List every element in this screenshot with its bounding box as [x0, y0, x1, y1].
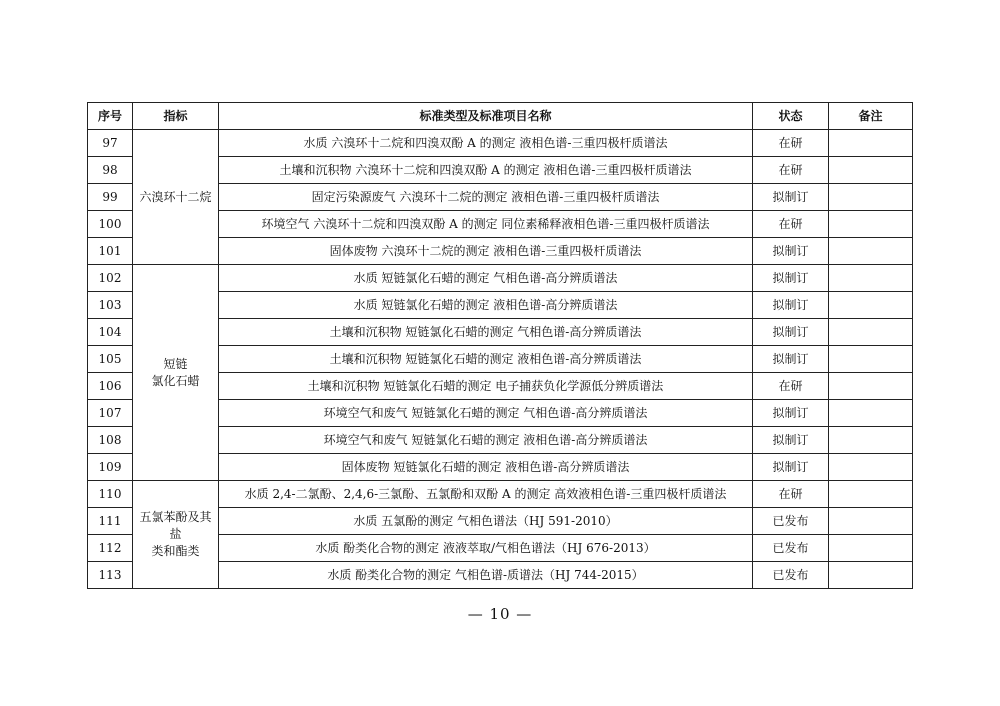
row-remark: [829, 157, 913, 184]
row-seq: 107: [88, 400, 133, 427]
header-seq: 序号: [88, 103, 133, 130]
row-status: 拟制订: [753, 454, 829, 481]
indicator-cell: [133, 481, 219, 589]
table-body: [88, 130, 913, 589]
row-seq: 97: [88, 130, 133, 157]
page-number: — 10 —: [467, 605, 533, 623]
row-seq: 100: [88, 211, 133, 238]
indicator-line: 短链: [163, 356, 188, 371]
row-remark: [829, 400, 913, 427]
row-standard-name: 水质 酚类化合物的测定 气相色谱-质谱法（HJ 744-2015）: [219, 562, 753, 589]
indicator-cell: 六溴环十二烷: [133, 130, 219, 265]
row-status: 拟制订: [753, 319, 829, 346]
row-status: 拟制订: [753, 427, 829, 454]
indicator-line: 类和酯类: [151, 544, 200, 558]
row-standard-name: 水质 六溴环十二烷和四溴双酚 A 的测定 液相色谱-三重四极杆质谱法: [219, 130, 753, 157]
row-status: 已发布: [753, 562, 829, 589]
row-seq: 102: [88, 265, 133, 292]
row-standard-name: 固定污染源废气 六溴环十二烷的测定 液相色谱-三重四极杆质谱法: [219, 184, 753, 211]
row-seq: 112: [88, 535, 133, 562]
row-standard-name: 水质 酚类化合物的测定 液液萃取/气相色谱法（HJ 676-2013）: [219, 535, 753, 562]
row-status: 在研: [753, 373, 829, 400]
row-seq: 105: [88, 346, 133, 373]
row-status: 在研: [753, 211, 829, 238]
row-remark: [829, 292, 913, 319]
header-indicator: 指标: [133, 103, 219, 130]
row-remark: [829, 319, 913, 346]
indicator-cell: [133, 265, 219, 481]
row-status: 拟制订: [753, 265, 829, 292]
header-remark: 备注: [829, 103, 913, 130]
row-status: 在研: [753, 481, 829, 508]
row-status: 拟制订: [753, 346, 829, 373]
row-standard-name: 水质 短链氯化石蜡的测定 液相色谱-高分辨质谱法: [219, 292, 753, 319]
row-remark: [829, 238, 913, 265]
table-header: [88, 103, 913, 130]
row-seq: 108: [88, 427, 133, 454]
row-remark: [829, 373, 913, 400]
table-row: [88, 481, 913, 508]
row-status: 已发布: [753, 508, 829, 535]
row-standard-name: 水质 五氯酚的测定 气相色谱法（HJ 591-2010）: [219, 508, 753, 535]
row-seq: 106: [88, 373, 133, 400]
row-remark: [829, 184, 913, 211]
row-remark: [829, 265, 913, 292]
row-remark: [829, 562, 913, 589]
row-standard-name: 水质 短链氯化石蜡的测定 气相色谱-高分辨质谱法: [219, 265, 753, 292]
row-remark: [829, 535, 913, 562]
row-seq: 109: [88, 454, 133, 481]
row-standard-name: 环境空气和废气 短链氯化石蜡的测定 气相色谱-高分辨质谱法: [219, 400, 753, 427]
row-standard-name: 固体废物 六溴环十二烷的测定 液相色谱-三重四极杆质谱法: [219, 238, 753, 265]
row-status: 拟制订: [753, 238, 829, 265]
table-row: [88, 265, 913, 292]
row-standard-name: 环境空气和废气 短链氯化石蜡的测定 液相色谱-高分辨质谱法: [219, 427, 753, 454]
row-standard-name: 水质 2,4-二氯酚、2,4,6-三氯酚、五氯酚和双酚 A 的测定 高效液相色谱-三重四极杆质谱法: [219, 481, 753, 508]
row-status: 拟制订: [753, 184, 829, 211]
indicator-line: 氯化石蜡: [151, 373, 200, 388]
row-seq: 110: [88, 481, 133, 508]
row-seq: 99: [88, 184, 133, 211]
row-seq: 111: [88, 508, 133, 535]
row-remark: [829, 481, 913, 508]
row-standard-name: 环境空气 六溴环十二烷和四溴双酚 A 的测定 同位素稀释液相色谱-三重四极杆质谱法: [219, 211, 753, 238]
row-standard-name: 土壤和沉积物 短链氯化石蜡的测定 电子捕获负化学源低分辨质谱法: [219, 373, 753, 400]
row-status: 拟制订: [753, 400, 829, 427]
row-seq: 98: [88, 157, 133, 184]
row-remark: [829, 346, 913, 373]
indicator-line: 五氯苯酚及其盐: [139, 510, 212, 541]
row-status: 已发布: [753, 535, 829, 562]
row-remark: [829, 130, 913, 157]
row-seq: 103: [88, 292, 133, 319]
table-row: [88, 130, 913, 157]
row-remark: [829, 508, 913, 535]
row-standard-name: 土壤和沉积物 短链氯化石蜡的测定 气相色谱-高分辨质谱法: [219, 319, 753, 346]
row-remark: [829, 427, 913, 454]
row-seq: 101: [88, 238, 133, 265]
row-standard-name: 土壤和沉积物 短链氯化石蜡的测定 液相色谱-高分辨质谱法: [219, 346, 753, 373]
row-status: 拟制订: [753, 292, 829, 319]
row-remark: [829, 454, 913, 481]
row-standard-name: 固体废物 短链氯化石蜡的测定 液相色谱-高分辨质谱法: [219, 454, 753, 481]
row-seq: 113: [88, 562, 133, 589]
row-status: 在研: [753, 157, 829, 184]
row-seq: 104: [88, 319, 133, 346]
row-standard-name: 土壤和沉积物 六溴环十二烷和四溴双酚 A 的测定 液相色谱-三重四极杆质谱法: [219, 157, 753, 184]
row-remark: [829, 211, 913, 238]
row-status: 在研: [753, 130, 829, 157]
header-row: [88, 103, 913, 130]
header-standard-name: 标准类型及标准项目名称: [219, 103, 753, 130]
standards-table: [87, 102, 913, 589]
header-status: 状态: [753, 103, 829, 130]
